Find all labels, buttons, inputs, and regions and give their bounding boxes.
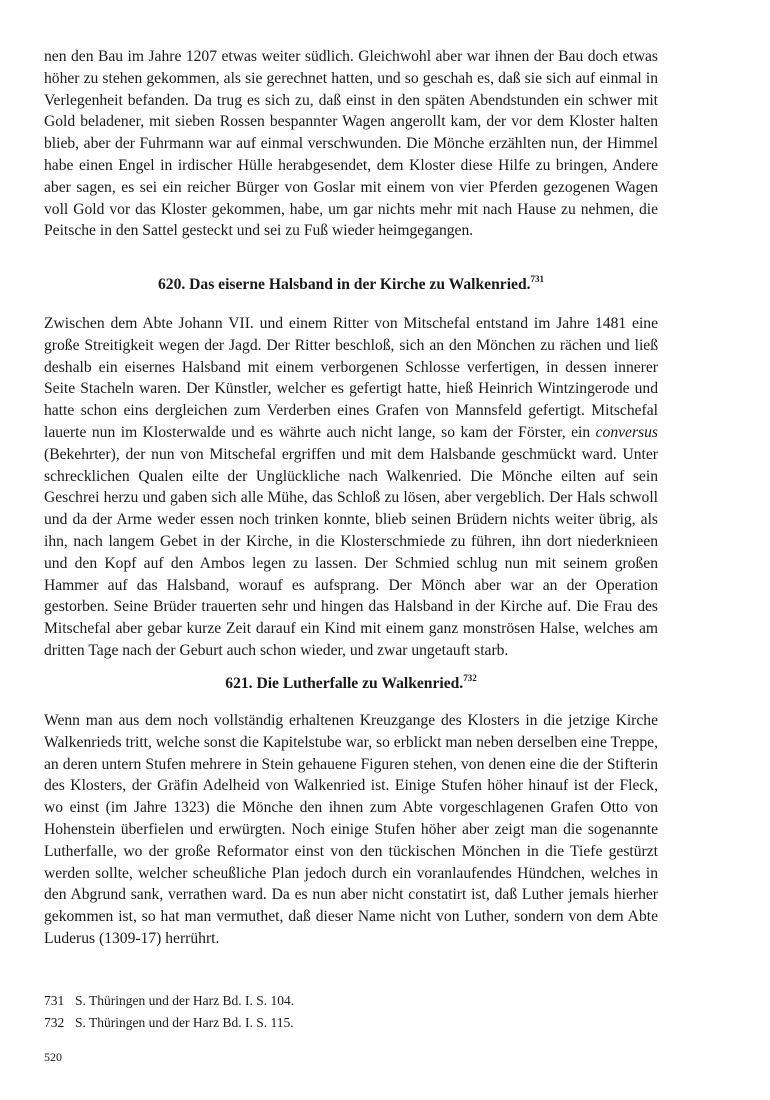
section-621-heading: [44, 675, 658, 693]
section-620-text-part-2: (Bekehrter), der nun von Mitschefal ergriffen und mit dem Halsbande geschmückt ward. Unter schrecklichen Qualen eilte der Unglückliche nach Walkenried. Die Mönche eilten auf sein Geschrei herzu und gaben sich alle Mühe, das Schloß zu lösen, aber vergeblich. Der Hals schwoll und da der Arme weder essen noch trinken konnte, blieb seinen Brüdern nichts weiter übrig, als ihn, nach langem Gebet in der Kirche, in die Klosterschmiede zu führen, ihn dort niederknieen und den Kopf auf den Ambos legen zu lassen. Der Schmied schlug nun mit seinem großen Hammer auf das Halsband, worauf es aufsprang. Der Mönch aber war an der Operation gestorben. Seine Brüder trauerten sehr und hingen das Halsband in der Kirche auf. Die Frau des Mitschefal aber gebar kurze Zeit darauf ein Kind mit einem ganz monströsen Halse, welches am dritten Tage nach der Geburt auch schon wieder, und zwar ungetauft starb.: [44, 445, 658, 659]
section-621-title: 621. Die Lutherfalle zu Walkenried.: [225, 675, 464, 692]
section-620-paragraph: [44, 313, 658, 662]
page-number: 520: [44, 1050, 62, 1064]
footnote-text: S. Thüringen und der Harz Bd. I. S. 104.: [75, 993, 295, 1008]
section-621-paragraph: Wenn man aus dem noch vollständig erhaltenen Kreuzgange des Klosters in die jetzige Kirche Walkenrieds tritt, welche sonst die Kapitelstube war, so erblickt man neben derselben eine Treppe, an deren untern Stufen mehrere in Stein gehauene Figuren stehen, von denen eine die der Stifterin des Klosters, der Gräfin Adelheid von Walkenried ist. Einige Stufen höher hinauf ist der Fleck, wo einst (im Jahre 1323) die Mönche den ihnen zum Abte vorgeschlagenen Grafen Otto von Hohenstein überfielen und erwürgten. Noch einige Stufen höher aber zeigt man die sogenannte Lutherfalle, wo der große Reformator einst von den tückischen Mönchen in die Tiefe gestürzt werden sollte, welcher scheußliche Plan jedoch durch ein voranlaufendes Hündchen, welches in den Abgrund sank, verrathen ward. Da es nun aber nicht constatirt ist, daß Luther jemals hierher gekommen ist, so hat man vermuthet, daß dieser Name nicht von Luther, sondern von dem Abte Luderus (1309-17) herrührt.: [44, 712, 658, 947]
footnote: [44, 990, 658, 1012]
footnote-number: 732: [44, 1015, 65, 1030]
intro-paragraph-block: [44, 46, 658, 242]
footnote-number: 731: [44, 993, 65, 1008]
footnote-ref-731[interactable]: 731: [530, 274, 545, 284]
section-620-text-part-1: Zwischen dem Abte Johann VII. und einem Ritter von Mitschefal entstand im Jahre 1481 eine große Streitigkeit wegen der Jagd. Der Ritter beschloß, sich an den Mönchen zu rächen und ließ deshalb ein eisernes Halsband mit einem verborgenen Schlosse verfertigen, in dessen innerer Seite Stacheln waren. Der Künstler, welcher es gefertigt hatte, hieß Heinrich Wintzingerode und hatte schon eins dergleichen zum Verderben eines Grafen von Mannsfeld gefertigt. Mitschefal lauerte nun im Klosterwalde und es währte auch nicht lange, so kam der Förster, ein: [44, 315, 658, 441]
footnotes: [44, 990, 658, 1034]
section-620-heading: [44, 276, 658, 294]
section-621-body: [44, 710, 658, 950]
footnote-text: S. Thüringen und der Harz Bd. I. S. 115.: [75, 1015, 294, 1030]
section-620-title: 620. Das eiserne Halsband in der Kirche zu Walkenried.: [157, 276, 531, 293]
footnote: [44, 1012, 658, 1034]
intro-paragraph: nen den Bau im Jahre 1207 etwas weiter südlich. Gleichwohl aber war ihnen der Bau doch etwas höher zu stehen gekommen, als sie gerechnet hatten, und so geschah es, daß sie sich auf einmal in Verlegenheit befanden. Da trug es sich zu, daß einst in den späten Abendstunden ein schwer mit Gold beladener, mit sieben Rossen bespannter Wagen angerollt kam, der vor dem Kloster halten blieb, aber der Fuhrmann war auf einmal verschwunden. Die Mönche erzählten nun, der Himmel habe einen Engel in irdischer Hülle herabgesendet, dem Kloster diese Hilfe zu bringen, Andere aber sagen, es sei ein reicher Bürger von Goslar mit einem von vier Pferden gezogenen Wagen voll Gold vor das Kloster gekommen, habe, um gar nichts mehr mit nach Hause zu nehmen, die Peitsche in den Sattel gesteckt und sei zu Fuß wieder heimgegangen.: [44, 48, 658, 240]
footnote-ref-732[interactable]: 732: [463, 673, 477, 683]
section-620-italic-term: conversus: [595, 423, 658, 441]
section-620-body: [44, 313, 658, 662]
